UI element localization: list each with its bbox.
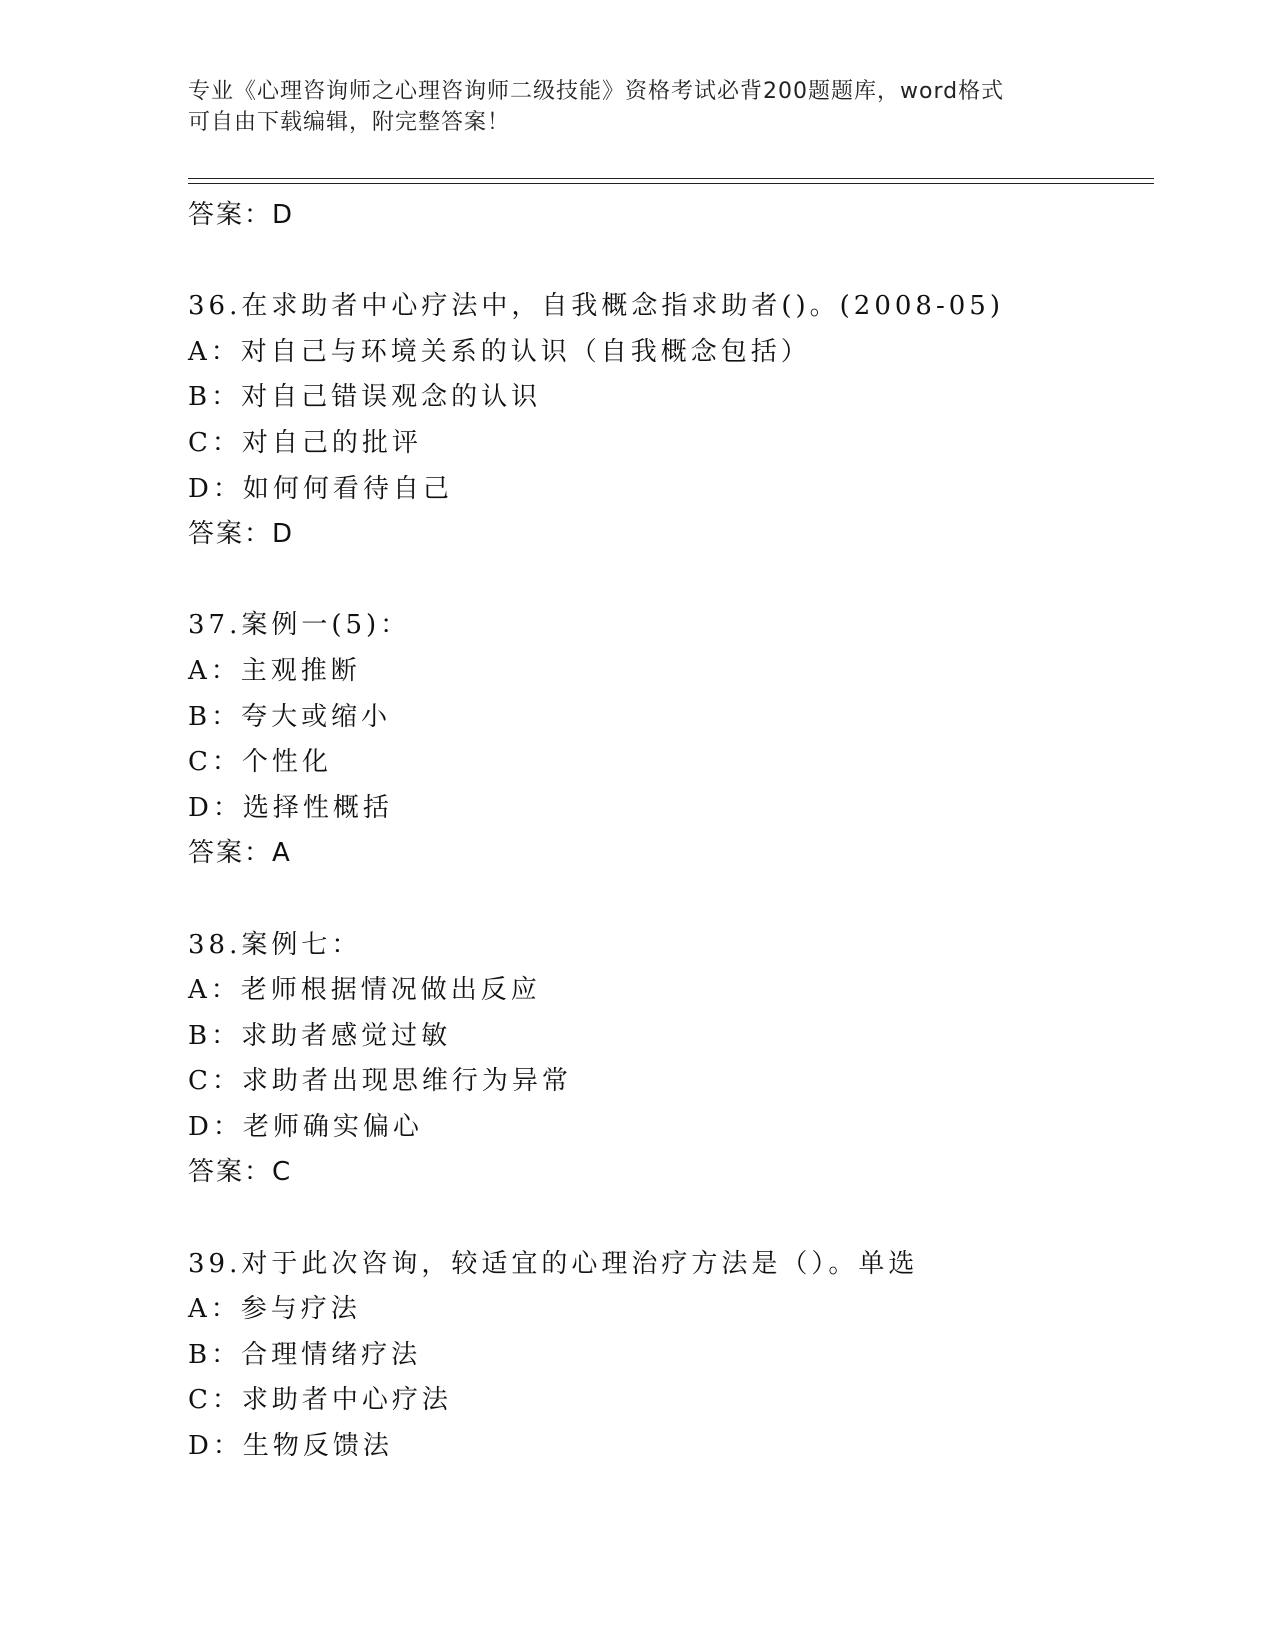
- option-a: A：主观推断: [188, 655, 361, 686]
- question-37: [188, 603, 1148, 877]
- option-c: C：对自己的批评: [188, 427, 422, 458]
- option-b: B：对自己错误观念的认识: [188, 382, 542, 413]
- question-list: [188, 193, 1148, 1470]
- option-b: B：求助者感觉过敏: [188, 1020, 452, 1051]
- option-d: D：老师确实偏心: [188, 1111, 423, 1142]
- question-38: [188, 923, 1148, 1197]
- option-a: A：对自己与环境关系的认识（自我概念包括）: [188, 336, 811, 367]
- header-title-line-1: 专业《心理咨询师之心理咨询师二级技能》资格考试必背200题题库，word格式: [188, 79, 1005, 104]
- option-d: D：选择性概括: [188, 792, 393, 823]
- option-c: C：求助者出现思维行为异常: [188, 1066, 572, 1097]
- option-a: A：参与疗法: [188, 1294, 361, 1325]
- header-divider: [188, 178, 1154, 184]
- question-stem: 38.案例七：: [188, 929, 362, 960]
- question-stem: 36.在求助者中心疗法中，自我概念指求助者()。(2008-05): [188, 291, 1004, 322]
- question-36: [188, 284, 1148, 558]
- question-stem: 39.对于此次咨询，较适宜的心理治疗方法是（）。单选: [188, 1248, 919, 1279]
- option-b: B：夸大或缩小: [188, 701, 392, 732]
- option-b: B：合理情绪疗法: [188, 1339, 422, 1370]
- answer-line: 答案：D: [188, 519, 295, 550]
- answer-line: 答案：D: [188, 200, 295, 230]
- answer-line: 答案：A: [188, 838, 292, 869]
- question-stem: 37.案例一(5)：: [188, 610, 411, 641]
- option-c: C：求助者中心疗法: [188, 1385, 452, 1416]
- option-d: D：生物反馈法: [188, 1431, 393, 1462]
- document-header: [188, 76, 1088, 138]
- option-a: A：老师根据情况做出反应: [188, 975, 541, 1006]
- answer-line: 答案：C: [188, 1157, 293, 1188]
- option-c: C：个性化: [188, 747, 332, 778]
- question-39: [188, 1242, 1148, 1470]
- header-title-line-2: 可自由下载编辑，附完整答案！: [188, 110, 511, 135]
- option-d: D：如何何看待自己: [188, 473, 453, 504]
